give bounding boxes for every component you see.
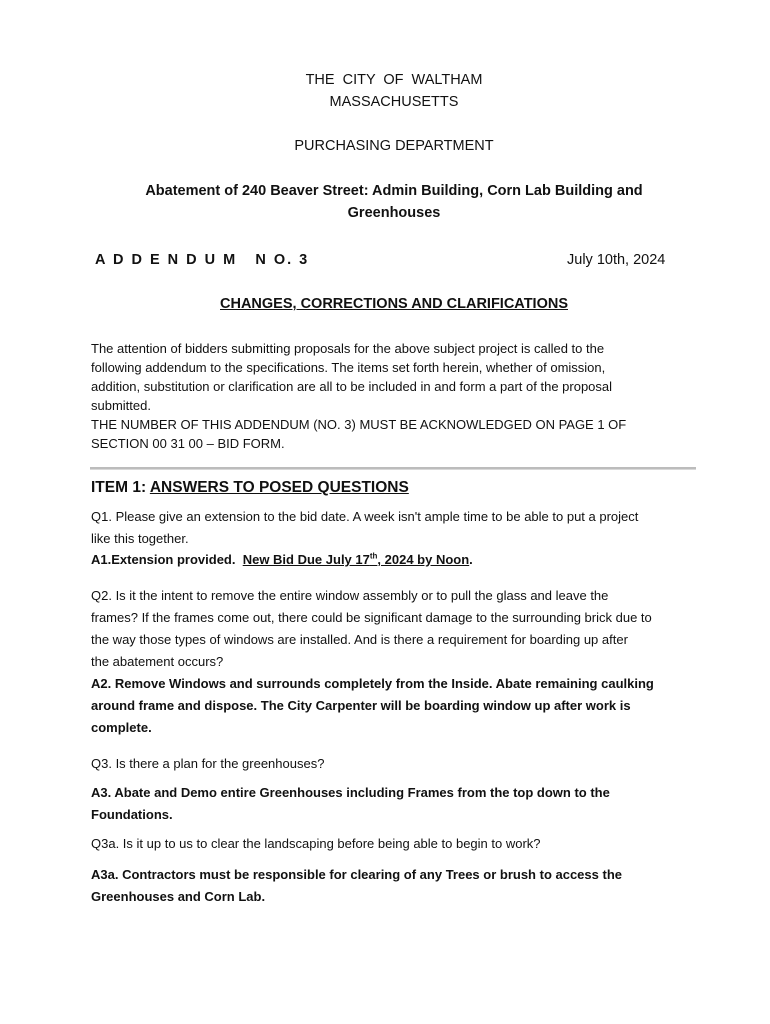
item1-heading xyxy=(91,479,409,497)
a1-suffix: . xyxy=(469,552,473,567)
intro-paragraph xyxy=(91,339,691,453)
answer-a2 xyxy=(91,673,701,739)
item1-title: ANSWERS TO POSED QUESTIONS xyxy=(149,479,409,496)
addendum-number: A D D E N D U M N O. 3 xyxy=(95,252,310,268)
q1-line: like this together. xyxy=(91,531,189,546)
a2-line: around frame and dispose. The City Carpenter will be boarding window up after work is xyxy=(91,698,631,713)
question-q2 xyxy=(91,585,701,673)
city-line: THE CITY OF WALTHAM xyxy=(305,72,483,88)
a1-due-date-text: New Bid Due July 17 xyxy=(242,552,370,567)
a1-superscript: th xyxy=(369,551,378,561)
project-title-line2: Greenhouses xyxy=(347,205,441,221)
section-heading: CHANGES, CORRECTIONS AND CLARIFICATIONS xyxy=(220,296,568,312)
a3-line: A3. Abate and Demo entire Greenhouses including Frames from the top down to the xyxy=(91,785,610,800)
question-q3a: Q3a. Is it up to us to clear the landscaping before being able to begin to work? xyxy=(91,836,541,851)
answer-a3 xyxy=(91,782,701,826)
project-title-line1: Abatement of 240 Beaver Street: Admin Building, Corn Lab Building and xyxy=(145,183,643,199)
answer-a1 xyxy=(91,549,701,571)
addendum-date: July 10th, 2024 xyxy=(567,252,666,268)
q1-line: Q1. Please give an extension to the bid date. A week isn't ample time to be able to put a project xyxy=(91,509,639,524)
a3a-line: Greenhouses and Corn Lab. xyxy=(91,889,266,904)
department-line: PURCHASING DEPARTMENT xyxy=(294,138,494,154)
item1-prefix: ITEM 1: xyxy=(91,479,150,496)
a2-line: complete. xyxy=(91,720,152,735)
intro-line: addition, substitution or clarification are all to be included in and form a part of the proposal xyxy=(91,379,613,394)
q2-line: the way those types of windows are installed. And is there a requirement for boarding up after xyxy=(91,632,628,647)
a1-new-due-date xyxy=(243,552,469,567)
a3-line: Foundations. xyxy=(91,807,173,822)
intro-line: The attention of bidders submitting proposals for the above subject project is called to the xyxy=(91,341,605,356)
a2-line: A2. Remove Windows and surrounds completely from the Inside. Abate remaining caulking xyxy=(91,676,654,691)
state-line: MASSACHUSETTS xyxy=(329,94,459,110)
answer-a3a xyxy=(91,864,701,908)
intro-line: submitted. xyxy=(91,398,151,413)
a3a-line: A3a. Contractors must be responsible for clearing of any Trees or brush to access the xyxy=(91,867,622,882)
intro-line: following addendum to the specifications. The items set forth herein, whether of omission, xyxy=(91,360,606,375)
question-q3: Q3. Is there a plan for the greenhouses? xyxy=(91,756,325,771)
acknowledge-line: SECTION 00 31 00 – BID FORM. xyxy=(91,436,285,451)
q2-line: frames? If the frames come out, there could be significant damage to the surrounding brick due to xyxy=(91,610,652,625)
q2-line: the abatement occurs? xyxy=(91,654,224,669)
a1-due-date-time: , 2024 by Noon xyxy=(377,552,470,567)
question-q1 xyxy=(91,506,701,550)
q2-line: Q2. Is it the intent to remove the entire window assembly or to pull the glass and leave the xyxy=(91,588,609,603)
a1-prefix: A1.Extension provided. xyxy=(91,552,243,567)
horizontal-divider xyxy=(90,467,696,470)
acknowledge-line: THE NUMBER OF THIS ADDENDUM (NO. 3) MUST BE ACKNOWLEDGED ON PAGE 1 OF xyxy=(91,417,627,432)
